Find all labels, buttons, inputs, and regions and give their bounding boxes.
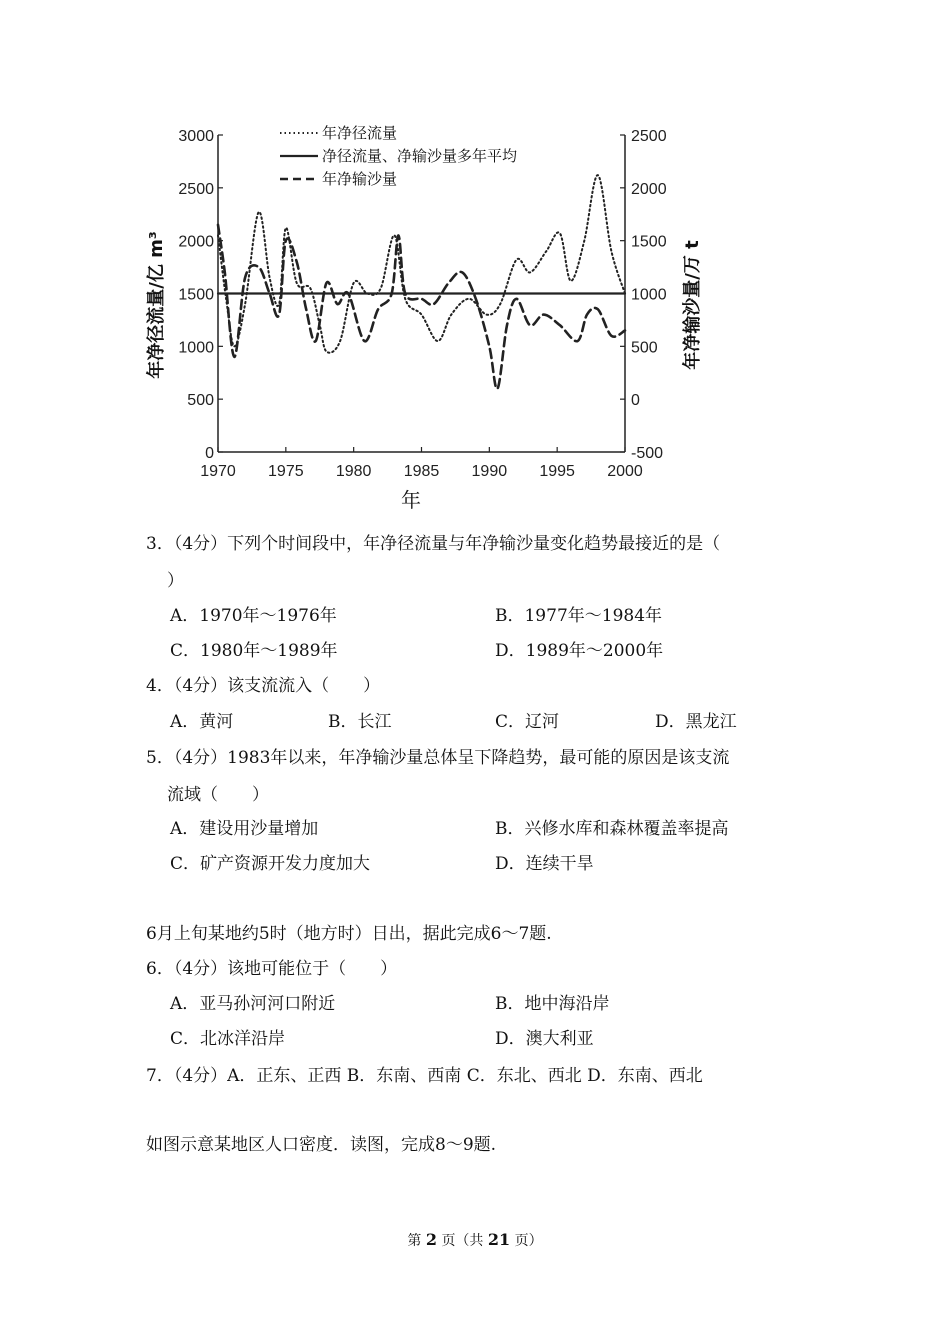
y-right-tick-label: 1000 xyxy=(631,286,667,304)
legend-average-label: 净径流量、净输沙量多年平均 xyxy=(322,147,518,165)
question-3-continuation: ） xyxy=(167,571,184,591)
x-tick-label: 1985 xyxy=(403,463,440,480)
y-left-tick-label: 1500 xyxy=(178,286,214,304)
question-3: 3．（4分）下列个时间段中，年净径流量与年净输沙量变化趋势最接近的是（ xyxy=(146,534,721,554)
footer-total-pages: 21 xyxy=(487,1230,511,1249)
q4-option-d: D．黑龙江 xyxy=(655,712,737,732)
footer-suffix: 页） xyxy=(514,1233,543,1249)
q6-option-d: D．澳大利亚 xyxy=(495,1029,594,1049)
y-left-tick-label: 2000 xyxy=(178,233,214,251)
intro-6-7: 6月上旬某地约5时（地方时）日出，据此完成6～7题. xyxy=(146,924,552,944)
y-left-tick-label: 2500 xyxy=(178,180,214,198)
q5-option-a: A．建设用沙量增加 xyxy=(170,819,319,839)
footer-middle: 页（共 xyxy=(441,1233,484,1249)
q4-option-c: C．辽河 xyxy=(495,712,560,732)
y-right-tick-label: -500 xyxy=(631,445,664,462)
chart-legend xyxy=(280,124,517,188)
x-axis-title: 年 xyxy=(401,488,421,512)
y-left-tick-label: 3000 xyxy=(178,128,214,145)
legend-runoff-label: 年净径流量 xyxy=(322,124,398,142)
y-left-axis-title: 年净径流量/亿 m³ xyxy=(146,231,167,379)
y-right-tick-label: 0 xyxy=(631,392,640,410)
q3-option-a: A．1970年～1976年 xyxy=(170,606,337,626)
chart-axes xyxy=(178,128,666,480)
question-6: 6．（4分）该地可能位于（ ） xyxy=(146,959,398,979)
intro-8-9: 如图示意某地区人口密度．读图，完成8～9题. xyxy=(146,1135,497,1155)
x-tick-label: 1970 xyxy=(200,463,236,480)
x-tick-label: 1975 xyxy=(268,463,304,480)
x-tick-label: 1980 xyxy=(335,463,372,480)
series-line-runoff xyxy=(218,175,625,353)
y-right-tick-label: 500 xyxy=(631,339,658,357)
footer-prefix: 第 xyxy=(407,1233,422,1249)
q5-option-b: B．兴修水库和森林覆盖率提高 xyxy=(495,819,729,839)
y-right-axis-title: 年净输沙量/万 t xyxy=(682,240,703,370)
q6-option-a: A．亚马孙河河口附近 xyxy=(170,994,336,1014)
q5-option-d: D．连续干旱 xyxy=(495,854,594,874)
x-tick-label: 1990 xyxy=(471,463,508,480)
y-right-tick-label: 2500 xyxy=(631,128,667,145)
legend-sediment-label: 年净输沙量 xyxy=(322,170,398,188)
q5-option-c: C．矿产资源开发力度加大 xyxy=(170,854,371,874)
y-right-tick-label: 2000 xyxy=(631,180,667,198)
chart-series xyxy=(218,175,625,389)
y-right-tick-label: 1500 xyxy=(631,233,667,251)
q3-option-b: B．1977年～1984年 xyxy=(495,606,663,626)
x-tick-label: 1995 xyxy=(539,463,575,480)
question-5-continuation: 流域（ ） xyxy=(167,785,269,805)
y-left-tick-label: 0 xyxy=(205,445,214,462)
q4-option-a: A．黄河 xyxy=(170,712,234,732)
y-left-tick-label: 500 xyxy=(187,392,214,410)
page-footer xyxy=(0,1230,950,1250)
x-tick-label: 2000 xyxy=(607,463,643,480)
runoff-sediment-chart xyxy=(140,115,703,515)
y-left-tick-label: 1000 xyxy=(178,339,214,357)
question-5: 5．（4分）1983年以来，年净输沙量总体呈下降趋势，最可能的原因是该支流 xyxy=(146,748,730,768)
q4-option-b: B．长江 xyxy=(328,712,392,732)
question-7: 7．（4分）A．正东、正西 B．东南、西南 C．东北、西北 D．东南、西北 xyxy=(146,1066,703,1086)
question-4: 4．（4分）该支流流入（ ） xyxy=(146,676,381,696)
q6-option-c: C．北冰洋沿岸 xyxy=(170,1029,286,1049)
footer-page-number: 2 xyxy=(425,1230,437,1249)
q3-option-d: D．1989年～2000年 xyxy=(495,641,664,661)
q3-option-c: C．1980年～1989年 xyxy=(170,641,338,661)
q6-option-b: B．地中海沿岸 xyxy=(495,994,610,1014)
